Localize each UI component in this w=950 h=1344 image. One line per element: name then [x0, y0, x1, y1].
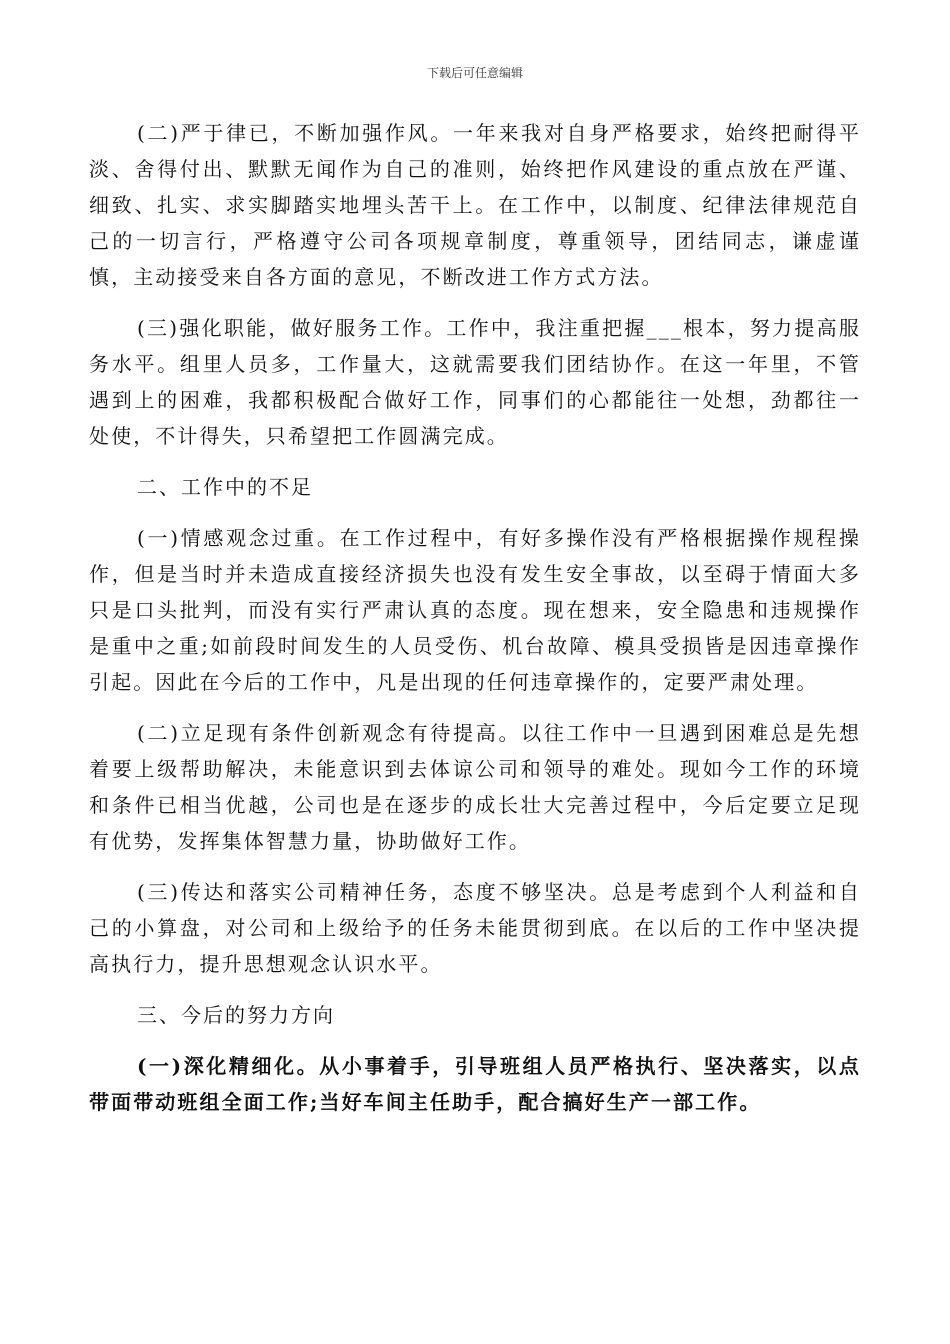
section-heading-shortcomings: 二、工作中的不足: [137, 475, 313, 499]
section-heading-direction: 三、今后的努力方向: [137, 1003, 335, 1027]
document-body: [89, 115, 861, 1135]
paragraph-emotion: (一)情感观念过重。在工作过程中，有好多操作没有严格根据操作规程操作，但是当时并未造成直接经济损失也没有发生安全事故，以至碍于情面大多只是口头批判，而没有实行严肃认真的态度。现在想来，安全隐患和违规操作是重中之重;如前段时间发生的人员受伤、机台故障、模具受损皆是因违章操作引起。因此在今后的工作中，凡是出现的任何违章操作的，定要严肃处理。: [89, 526, 861, 694]
paragraph-refinement: (一)深化精细化。从小事着手，引导班组人员严格执行、坚决落实，以点带面带动班组全面工作;当好车间主任助手，配合搞好生产一部工作。: [89, 1054, 861, 1114]
paragraph-discipline: (二)严于律已，不断加强作风。一年来我对自身严格要求，始终把耐得平淡、舍得付出、默默无闻作为自己的准则，始终把作风建设的重点放在严谨、细致、扎实、求实脚踏实地埋头苦干上。在工作中，以制度、纪律法律规范自己的一切言行，严格遵守公司各项规章制度，尊重领导，团结同志，谦虚谨慎，主动接受来自各方面的意见，不断改进工作方式方法。: [89, 121, 861, 289]
paragraph-innovation: (二)立足现有条件创新观念有待提高。以往工作中一旦遇到困难总是先想着要上级帮助解决，未能意识到去体谅公司和领导的难处。现如今工作的环境和条件已相当优越，公司也是在逐步的成长壮大完善过程中，今后定要立足现有优势，发挥集体智慧力量，协助做好工作。: [89, 721, 861, 853]
page-header: 下载后可任意编辑: [426, 66, 523, 80]
paragraph-service: (三)强化职能，做好服务工作。工作中，我注重把握___根本，努力提高服务水平。组里人员多，工作量大，这就需要我们团结协作。在这一年里，不管遇到上的困难，我都积极配合做好工作，同事们的心都能往一处想，劲都往一处使，不计得失，只希望把工作圆满完成。: [89, 316, 861, 448]
paragraph-execution: (三)传达和落实公司精神任务，态度不够坚决。总是考虑到个人利益和自己的小算盘，对公司和上级给予的任务未能贯彻到底。在以后的工作中坚决提高执行力，提升思想观念认识水平。: [89, 880, 861, 976]
